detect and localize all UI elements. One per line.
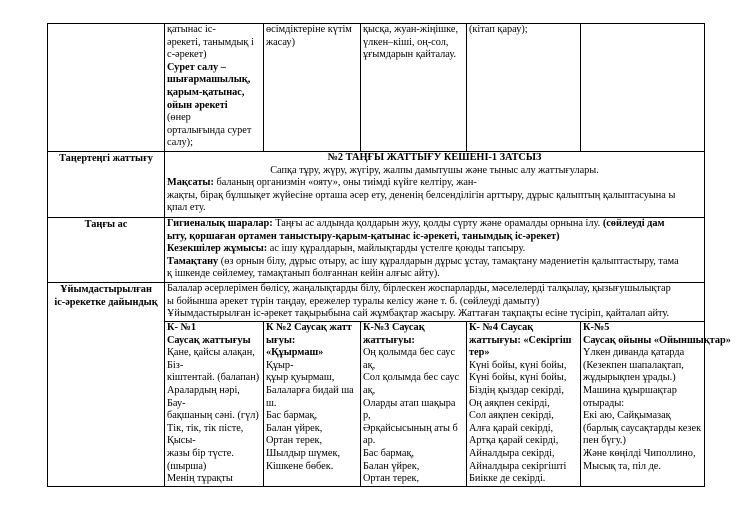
finger-game-4 [467, 322, 581, 487]
goal-line2: жақты, бірақ бұлшықет жүйесіне орташа әсер ету, дененің белсенділігін арттыру, дұрыс қалыптың қалыптасуына ы [167, 189, 676, 201]
top-col1-after-line: орталығында сурет [167, 124, 252, 136]
finger-game-body-line: Біз- [167, 359, 184, 371]
top-col1-after-line: (өнер [167, 112, 191, 124]
morning-exercise-heading: №2 ТАҢҒЫ ЖАТТЫҒУ КЕШЕНІ-1 ЗАТСЫЗ [327, 152, 542, 163]
finger-game-title-line: ығуы: [266, 334, 296, 346]
finger-game-title-line: К-№3 Саусақ [363, 322, 425, 333]
finger-game-body-line: Біздің қыздар секірді, [469, 384, 564, 396]
morning-exercise-subheading: Сапқа тұру, жүру, жүгіру, жалпы дамытушы және тыныс алу жаттығулары. [270, 164, 599, 176]
finger-game-3 [361, 322, 467, 487]
finger-game-title-line: К №2 Саусақ жатт [266, 322, 352, 333]
top-col2-line: өсімдіктеріне күтім [266, 24, 352, 35]
finger-game-body-line: Бау- [167, 397, 186, 409]
finger-game-2 [264, 322, 361, 487]
finger-game-body-line: ақ, [363, 384, 376, 396]
finger-game-body-line: Аралардың нәрі, [167, 384, 240, 396]
finger-game-body-line: Шылдыр шүмек, [266, 447, 341, 459]
top-col1-line: қатынас іс- [167, 24, 216, 35]
finger-game-body-line: Биікке де секірді. [469, 473, 546, 485]
top-col1-after-line: салу); [167, 137, 193, 149]
meal-line1: (өз орнын білу, дұрыс отыру, ас ішу құралдарын дұрыс ұстау, тамақтану мәдениетін қалыптастыру, тама [220, 255, 679, 267]
finger-game-body-line: жұдырықпен ұрады.) [583, 372, 676, 384]
finger-game-body-line: Балаларға бидай ша [266, 384, 354, 396]
prep-line3: Ұйымдастырылған іс-әрекет тақырыбына сай жұмбақтар жасыру. Жаттаған тақпақты есіне түсіріп, қайталап айту. [167, 308, 670, 320]
finger-game-body-line: Алға қарай секірді, [469, 422, 554, 434]
meal-line2: қ ішкенде сөйлемеу, тамақтанып болғаннан кейін алғыс айту). [167, 268, 440, 280]
lesson-plan-table [47, 23, 731, 487]
finger-game-title-line: жаттығуы: «Секіргіш [469, 334, 572, 346]
top-col3-line: қысқа, жуан-жіңішке, [363, 24, 459, 35]
finger-game-body-line: Сол аяқпен секірді, [469, 410, 554, 422]
finger-game-title-line: тер» [469, 347, 490, 359]
finger-game-title-line: Саусақ ойыны «Ойыншықтар» [583, 334, 731, 346]
finger-game-body-line: Балан үйрек, [363, 460, 420, 472]
finger-game-1 [165, 322, 264, 487]
finger-game-body-line: отырады: [583, 397, 625, 409]
goal-line1: баланың организмін «ояту», оны тиімді күйге келтіру, жан- [216, 177, 477, 189]
finger-game-body-line: Тік, тік, тік пісте, [167, 422, 244, 434]
goal-label: Мақсаты: [167, 177, 214, 189]
finger-game-body-line: Күні бойы, күні бойы, [469, 372, 567, 384]
finger-game-body-line: кіштентай. (балапан) [167, 372, 260, 384]
duty-text: ас ішу құралдарын, майлықтарды үстелге қоюды тапсыру. [269, 243, 526, 255]
prep-label-line2: іс-әрекетке дайындық [54, 296, 158, 308]
finger-game-title-line: Саусақ жаттығуы [167, 334, 251, 346]
top-col3-cell [361, 24, 467, 152]
hygiene-line1-bold: (сөйлеуді дам [602, 218, 665, 229]
finger-game-body-line: ар. [363, 435, 376, 447]
finger-game-body-line: (шырша) [167, 460, 207, 472]
top-col2-line: жасау) [266, 36, 296, 48]
finger-game-body-line: құыр қуырмаш, [266, 372, 335, 384]
finger-game-body-line: Күні бойы, күні бойы, [469, 359, 567, 371]
finger-game-body-line: Ортан терек, [266, 435, 323, 447]
finger-game-body-line: Оң қолымда бес саус [363, 347, 456, 359]
top-col4-line: (кітап қарау); [469, 24, 528, 35]
top-col1-line: с-әрекет) [167, 49, 207, 61]
breakfast-label: Таңғы ас [48, 218, 165, 283]
finger-game-title-line: жаттығуы: [363, 334, 415, 346]
finger-game-title-line: К-№5 [583, 322, 610, 333]
top-label-cell [48, 24, 165, 152]
morning-exercise-content [165, 152, 705, 218]
top-col1-cell [165, 24, 264, 152]
top-col1-line: әрекеті, танымдық і [167, 36, 254, 48]
hygiene-label: Гигиеналық шаралар: [167, 218, 273, 229]
prep-content [165, 283, 705, 322]
finger-game-body-line: Машина құыршақтар [583, 384, 677, 396]
morning-exercise-row [48, 152, 705, 218]
top-col1-bold-line: шығармашылық, [167, 74, 251, 86]
top-col5-cell [581, 24, 705, 152]
finger-game-body-line: (барлық саусақтарды кезек [583, 422, 702, 434]
finger-game-title-line: К- №4 Саусақ [469, 322, 534, 333]
finger-game-body-line: Қысы- [167, 435, 196, 447]
top-row [48, 24, 705, 152]
finger-game-body-line: Айналдыра секіргішті [469, 460, 567, 472]
finger-game-body-line: ақ, [363, 359, 376, 371]
finger-game-title-line: «Құырмаш» [266, 347, 324, 359]
finger-game-body-line: Әрқайсысының аты б [363, 422, 458, 434]
duty-label: Кезекшілер жұмысы: [167, 243, 268, 255]
finger-game-body-line: жазы бір түсте. [167, 447, 234, 459]
prep-row [48, 283, 705, 322]
finger-game-body-line: Айналдыра секірді, [469, 447, 555, 459]
prep-line1: Балалар әсерлерімен бөлісу, жаңалықтарды білу, бірлескен жоспарларды, мәселелерді талқылау, қызығушылықтар [167, 283, 671, 294]
finger-game-body-line: Және көңілді Чиполлино, [583, 447, 696, 459]
finger-game-body-line: р, [363, 410, 371, 422]
finger-game-body-line: (Кезекпен шапалақтап, [583, 359, 684, 371]
finger-game-body-line: Менің тұрақты [167, 473, 233, 485]
finger-game-body-line: Мысық та, піл де. [583, 460, 661, 472]
breakfast-content [165, 218, 705, 283]
finger-game-body-line: пен бүгу.) [583, 435, 626, 447]
top-col1-bold-line: ойын әрекеті [167, 99, 228, 111]
finger-game-body-line: Балан үйрек, [266, 422, 323, 434]
top-col1-bold-line: қарым-қатынас, [167, 86, 245, 98]
top-col1-bold-line: Сурет салу – [167, 61, 226, 73]
prep-label [48, 283, 165, 487]
prep-label-line1: Ұйымдастырылған [60, 284, 152, 295]
finger-game-body-line: Ортан терек, [363, 473, 420, 485]
finger-game-body-line: Үлкен диванда қатарда [583, 347, 685, 359]
hygiene-line2: ыту, қоршаған ортамен таныстыру-қарым-қатынас іс-әрекеті, танымдық іс-әрекет) [167, 230, 560, 242]
finger-game-body-line: бақшаның сәні. (гүл) [167, 410, 259, 422]
finger-game-body-line: Оң аяқпен секірді, [469, 397, 550, 409]
top-col3-line: ұғымдарын қайталау. [363, 49, 457, 61]
goal-line3: қпал ету. [167, 202, 206, 214]
top-col4-cell [467, 24, 581, 152]
finger-game-body-line: Бас бармақ, [266, 410, 318, 422]
finger-game-body-line: ш. [266, 397, 277, 409]
prep-line2: ы бойынша әрекет түрін таңдау, ережелер туралы келісу және т. б. (сөйлеуді дамыту) [167, 295, 540, 307]
top-col3-line: үлкен–кіші, оң-сол, [363, 36, 449, 48]
hygiene-line1: Таңғы ас алдында қолдарын жуу, қолды сүрту және орамалды орнына ілу. [275, 218, 601, 229]
breakfast-row [48, 218, 705, 283]
finger-game-body-line: Оларды атап шақыра [363, 397, 456, 409]
finger-game-body-line: Екі аю, Сайқымазақ [583, 410, 671, 422]
finger-game-body-line: Құыр- [266, 359, 294, 371]
finger-game-body-line: Кішкене бөбек. [266, 460, 334, 472]
finger-game-body-line: Қане, қайсы алақан, [167, 347, 255, 359]
meal-label: Тамақтану [167, 255, 219, 267]
finger-game-title-line: К- №1 [167, 322, 196, 333]
finger-game-5 [581, 322, 731, 487]
morning-exercise-label: Таңертеңгі жаттығу [48, 152, 165, 218]
finger-game-body-line: Сол қолымда бес саус [363, 372, 460, 384]
top-col2-cell [264, 24, 361, 152]
finger-game-body-line: Артқа қарай секірді, [469, 435, 559, 447]
finger-game-body-line: Бас бармақ, [363, 447, 415, 459]
